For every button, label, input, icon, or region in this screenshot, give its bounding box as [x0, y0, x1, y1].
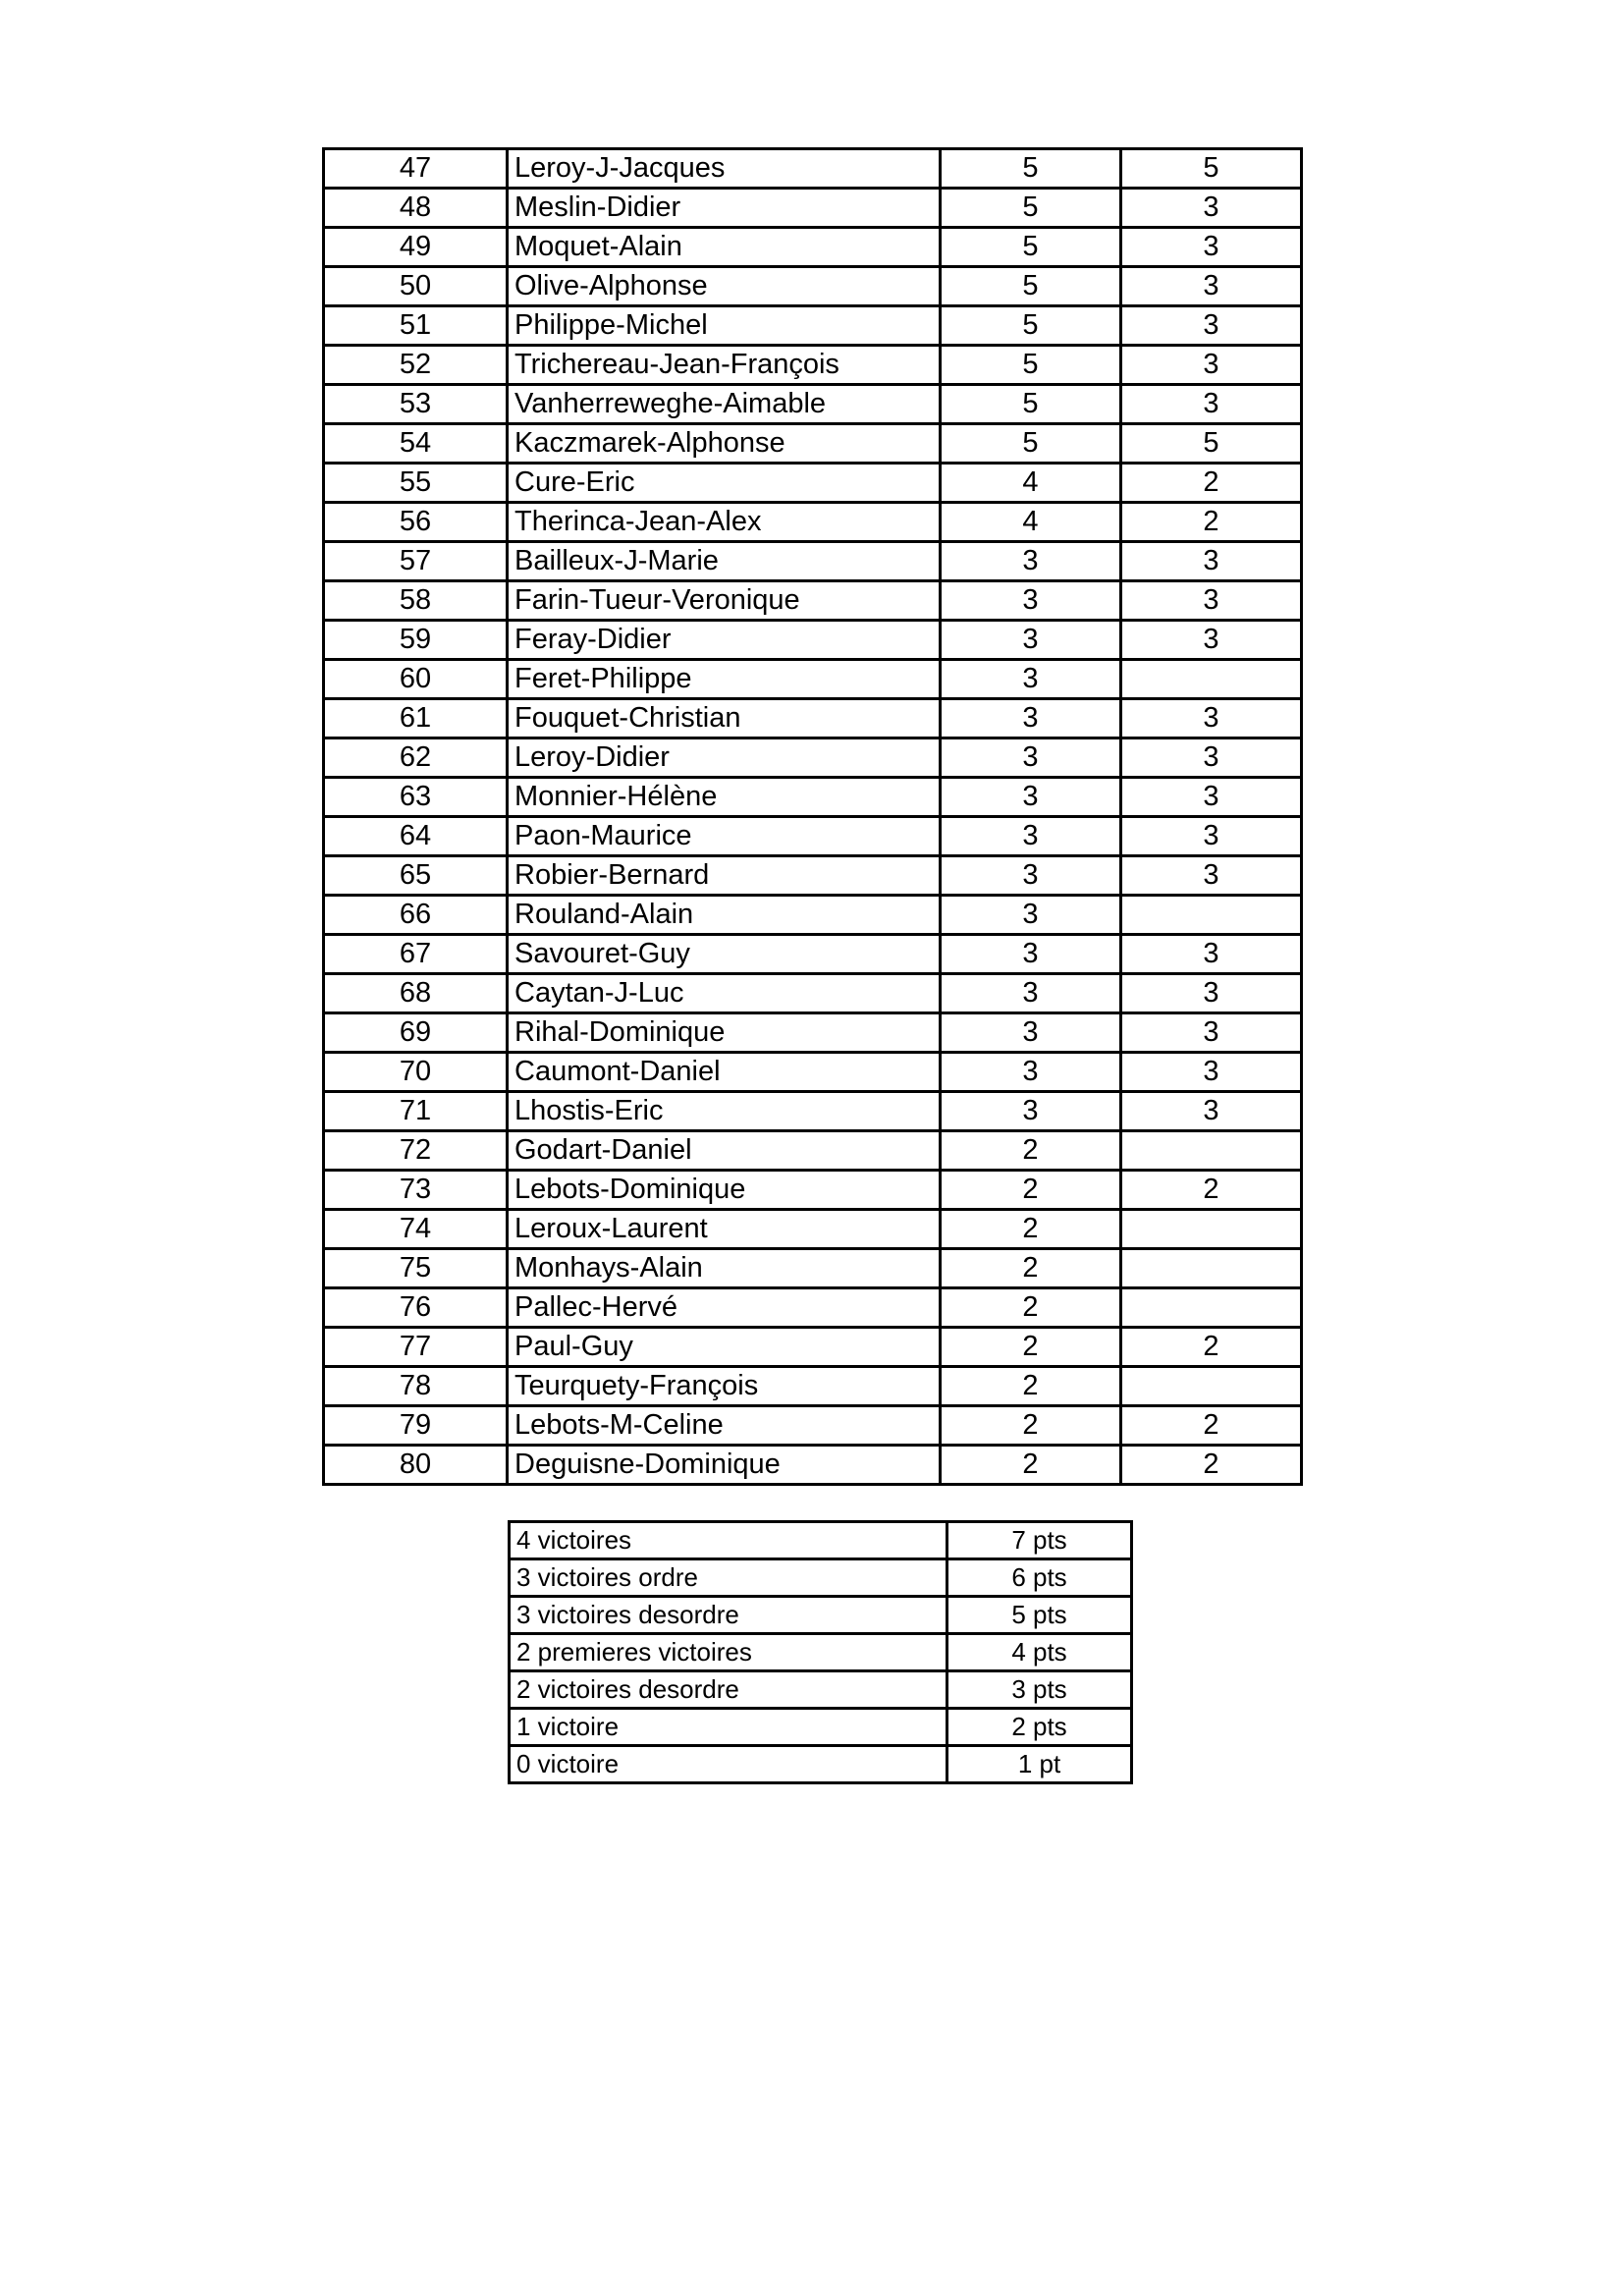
name-cell: Bailleux-J-Marie	[508, 542, 941, 581]
scoring-points-cell: 5 pts	[947, 1597, 1132, 1634]
scoring-row	[510, 1746, 1132, 1783]
score1-cell: 2	[941, 1367, 1121, 1406]
name-cell: Vanherreweghe-Aimable	[508, 385, 941, 424]
scoring-points-cell: 1 pt	[947, 1746, 1132, 1783]
score2-cell: 3	[1121, 738, 1302, 778]
standings-row	[324, 1013, 1302, 1053]
scoring-label-cell: 2 victoires desordre	[510, 1671, 947, 1709]
scoring-table	[508, 1520, 1133, 1784]
score2-cell: 3	[1121, 1092, 1302, 1131]
rank-cell: 68	[324, 974, 508, 1013]
rank-cell: 57	[324, 542, 508, 581]
scoring-row	[510, 1559, 1132, 1597]
score1-cell: 3	[941, 896, 1121, 935]
score1-cell: 3	[941, 778, 1121, 817]
score2-cell: 3	[1121, 228, 1302, 267]
score1-cell: 2	[941, 1249, 1121, 1288]
standings-row	[324, 581, 1302, 621]
standings-row	[324, 1092, 1302, 1131]
score2-cell: 3	[1121, 974, 1302, 1013]
score1-cell: 3	[941, 817, 1121, 856]
score2-cell: 3	[1121, 621, 1302, 660]
score2-cell: 5	[1121, 424, 1302, 464]
name-cell: Caytan-J-Luc	[508, 974, 941, 1013]
score1-cell: 2	[941, 1446, 1121, 1485]
score2-cell	[1121, 1210, 1302, 1249]
rank-cell: 61	[324, 699, 508, 738]
scoring-points-cell: 4 pts	[947, 1634, 1132, 1671]
standings-row	[324, 1288, 1302, 1328]
standings-row	[324, 189, 1302, 228]
name-cell: Philippe-Michel	[508, 306, 941, 346]
name-cell: Feray-Didier	[508, 621, 941, 660]
score2-cell: 3	[1121, 817, 1302, 856]
score1-cell: 2	[941, 1406, 1121, 1446]
standings-row	[324, 346, 1302, 385]
rank-cell: 58	[324, 581, 508, 621]
score2-cell: 3	[1121, 581, 1302, 621]
scoring-row	[510, 1522, 1132, 1559]
name-cell: Paon-Maurice	[508, 817, 941, 856]
score1-cell: 2	[941, 1288, 1121, 1328]
standings-row	[324, 1131, 1302, 1171]
name-cell: Paul-Guy	[508, 1328, 941, 1367]
score2-cell	[1121, 1131, 1302, 1171]
score1-cell: 3	[941, 581, 1121, 621]
score2-cell: 3	[1121, 699, 1302, 738]
score1-cell: 5	[941, 306, 1121, 346]
rank-cell: 56	[324, 503, 508, 542]
scoring-label-cell: 3 victoires ordre	[510, 1559, 947, 1597]
score1-cell: 5	[941, 149, 1121, 189]
score1-cell: 5	[941, 346, 1121, 385]
score1-cell: 3	[941, 1013, 1121, 1053]
standings-row	[324, 1053, 1302, 1092]
name-cell: Teurquety-François	[508, 1367, 941, 1406]
score2-cell: 2	[1121, 1446, 1302, 1485]
score2-cell: 3	[1121, 935, 1302, 974]
score1-cell: 3	[941, 1053, 1121, 1092]
score1-cell: 5	[941, 189, 1121, 228]
standings-row	[324, 974, 1302, 1013]
rank-cell: 79	[324, 1406, 508, 1446]
score1-cell: 4	[941, 464, 1121, 503]
standings-row	[324, 503, 1302, 542]
score2-cell: 2	[1121, 1406, 1302, 1446]
score1-cell: 2	[941, 1328, 1121, 1367]
score2-cell	[1121, 1249, 1302, 1288]
standings-row	[324, 817, 1302, 856]
rank-cell: 71	[324, 1092, 508, 1131]
standings-row	[324, 660, 1302, 699]
rank-cell: 78	[324, 1367, 508, 1406]
name-cell: Godart-Daniel	[508, 1131, 941, 1171]
standings-row	[324, 1210, 1302, 1249]
name-cell: Leroy-Didier	[508, 738, 941, 778]
scoring-row	[510, 1671, 1132, 1709]
score2-cell: 2	[1121, 503, 1302, 542]
score1-cell: 5	[941, 424, 1121, 464]
rank-cell: 64	[324, 817, 508, 856]
standings-row	[324, 935, 1302, 974]
standings-row	[324, 1367, 1302, 1406]
score2-cell: 3	[1121, 189, 1302, 228]
score2-cell: 5	[1121, 149, 1302, 189]
name-cell: Meslin-Didier	[508, 189, 941, 228]
score2-cell	[1121, 1367, 1302, 1406]
score1-cell: 3	[941, 1092, 1121, 1131]
scoring-table-body	[510, 1522, 1132, 1783]
rank-cell: 67	[324, 935, 508, 974]
rank-cell: 50	[324, 267, 508, 306]
score2-cell: 3	[1121, 267, 1302, 306]
score1-cell: 3	[941, 935, 1121, 974]
standings-row	[324, 1249, 1302, 1288]
standings-row	[324, 149, 1302, 189]
score1-cell: 2	[941, 1131, 1121, 1171]
score1-cell: 5	[941, 267, 1121, 306]
rank-cell: 75	[324, 1249, 508, 1288]
rank-cell: 74	[324, 1210, 508, 1249]
score2-cell: 3	[1121, 856, 1302, 896]
standings-row	[324, 1406, 1302, 1446]
standings-row	[324, 1446, 1302, 1485]
name-cell: Caumont-Daniel	[508, 1053, 941, 1092]
score1-cell: 5	[941, 228, 1121, 267]
name-cell: Feret-Philippe	[508, 660, 941, 699]
rank-cell: 52	[324, 346, 508, 385]
rank-cell: 55	[324, 464, 508, 503]
rank-cell: 51	[324, 306, 508, 346]
rank-cell: 62	[324, 738, 508, 778]
rank-cell: 77	[324, 1328, 508, 1367]
rank-cell: 69	[324, 1013, 508, 1053]
score1-cell: 3	[941, 856, 1121, 896]
standings-row	[324, 778, 1302, 817]
score2-cell	[1121, 1288, 1302, 1328]
scoring-row	[510, 1634, 1132, 1671]
name-cell: Therinca-Jean-Alex	[508, 503, 941, 542]
scoring-label-cell: 4 victoires	[510, 1522, 947, 1559]
rank-cell: 54	[324, 424, 508, 464]
score1-cell: 3	[941, 699, 1121, 738]
name-cell: Lhostis-Eric	[508, 1092, 941, 1131]
scoring-points-cell: 6 pts	[947, 1559, 1132, 1597]
standings-row	[324, 1171, 1302, 1210]
standings-row	[324, 896, 1302, 935]
name-cell: Trichereau-Jean-François	[508, 346, 941, 385]
name-cell: Monnier-Hélène	[508, 778, 941, 817]
name-cell: Cure-Eric	[508, 464, 941, 503]
rank-cell: 48	[324, 189, 508, 228]
rank-cell: 66	[324, 896, 508, 935]
standings-row	[324, 267, 1302, 306]
name-cell: Rouland-Alain	[508, 896, 941, 935]
name-cell: Rihal-Dominique	[508, 1013, 941, 1053]
scoring-label-cell: 3 victoires desordre	[510, 1597, 947, 1634]
name-cell: Kaczmarek-Alphonse	[508, 424, 941, 464]
score1-cell: 2	[941, 1210, 1121, 1249]
score2-cell: 3	[1121, 542, 1302, 581]
name-cell: Pallec-Hervé	[508, 1288, 941, 1328]
score2-cell: 3	[1121, 1053, 1302, 1092]
name-cell: Leroux-Laurent	[508, 1210, 941, 1249]
score1-cell: 3	[941, 542, 1121, 581]
score2-cell	[1121, 660, 1302, 699]
rank-cell: 70	[324, 1053, 508, 1092]
scoring-points-cell: 3 pts	[947, 1671, 1132, 1709]
standings-row	[324, 424, 1302, 464]
score2-cell: 3	[1121, 346, 1302, 385]
rank-cell: 49	[324, 228, 508, 267]
rank-cell: 80	[324, 1446, 508, 1485]
rank-cell: 73	[324, 1171, 508, 1210]
name-cell: Lebots-Dominique	[508, 1171, 941, 1210]
name-cell: Fouquet-Christian	[508, 699, 941, 738]
name-cell: Deguisne-Dominique	[508, 1446, 941, 1485]
standings-row	[324, 306, 1302, 346]
rank-cell: 76	[324, 1288, 508, 1328]
scoring-points-cell: 7 pts	[947, 1522, 1132, 1559]
score1-cell: 3	[941, 974, 1121, 1013]
score2-cell: 2	[1121, 1171, 1302, 1210]
name-cell: Moquet-Alain	[508, 228, 941, 267]
score1-cell: 3	[941, 621, 1121, 660]
standings-row	[324, 738, 1302, 778]
score2-cell: 3	[1121, 306, 1302, 346]
score1-cell: 5	[941, 385, 1121, 424]
name-cell: Robier-Bernard	[508, 856, 941, 896]
standings-row	[324, 228, 1302, 267]
name-cell: Lebots-M-Celine	[508, 1406, 941, 1446]
name-cell: Farin-Tueur-Veronique	[508, 581, 941, 621]
name-cell: Leroy-J-Jacques	[508, 149, 941, 189]
score1-cell: 3	[941, 738, 1121, 778]
rank-cell: 65	[324, 856, 508, 896]
rank-cell: 53	[324, 385, 508, 424]
rank-cell: 60	[324, 660, 508, 699]
standings-row	[324, 385, 1302, 424]
standings-row	[324, 621, 1302, 660]
rank-cell: 63	[324, 778, 508, 817]
name-cell: Savouret-Guy	[508, 935, 941, 974]
score2-cell: 2	[1121, 1328, 1302, 1367]
score1-cell: 3	[941, 660, 1121, 699]
score1-cell: 2	[941, 1171, 1121, 1210]
standings-table-body	[324, 149, 1302, 1485]
scoring-row	[510, 1597, 1132, 1634]
rank-cell: 59	[324, 621, 508, 660]
scoring-label-cell: 2 premieres victoires	[510, 1634, 947, 1671]
scoring-label-cell: 0 victoire	[510, 1746, 947, 1783]
rank-cell: 47	[324, 149, 508, 189]
standings-row	[324, 699, 1302, 738]
standings-row	[324, 856, 1302, 896]
rank-cell: 72	[324, 1131, 508, 1171]
standings-table	[322, 147, 1303, 1486]
name-cell: Monhays-Alain	[508, 1249, 941, 1288]
score2-cell	[1121, 896, 1302, 935]
score1-cell: 4	[941, 503, 1121, 542]
scoring-label-cell: 1 victoire	[510, 1709, 947, 1746]
name-cell: Olive-Alphonse	[508, 267, 941, 306]
standings-row	[324, 542, 1302, 581]
score2-cell: 3	[1121, 778, 1302, 817]
score2-cell: 2	[1121, 464, 1302, 503]
score2-cell: 3	[1121, 1013, 1302, 1053]
scoring-row	[510, 1709, 1132, 1746]
standings-row	[324, 1328, 1302, 1367]
standings-row	[324, 464, 1302, 503]
scoring-points-cell: 2 pts	[947, 1709, 1132, 1746]
score2-cell: 3	[1121, 385, 1302, 424]
